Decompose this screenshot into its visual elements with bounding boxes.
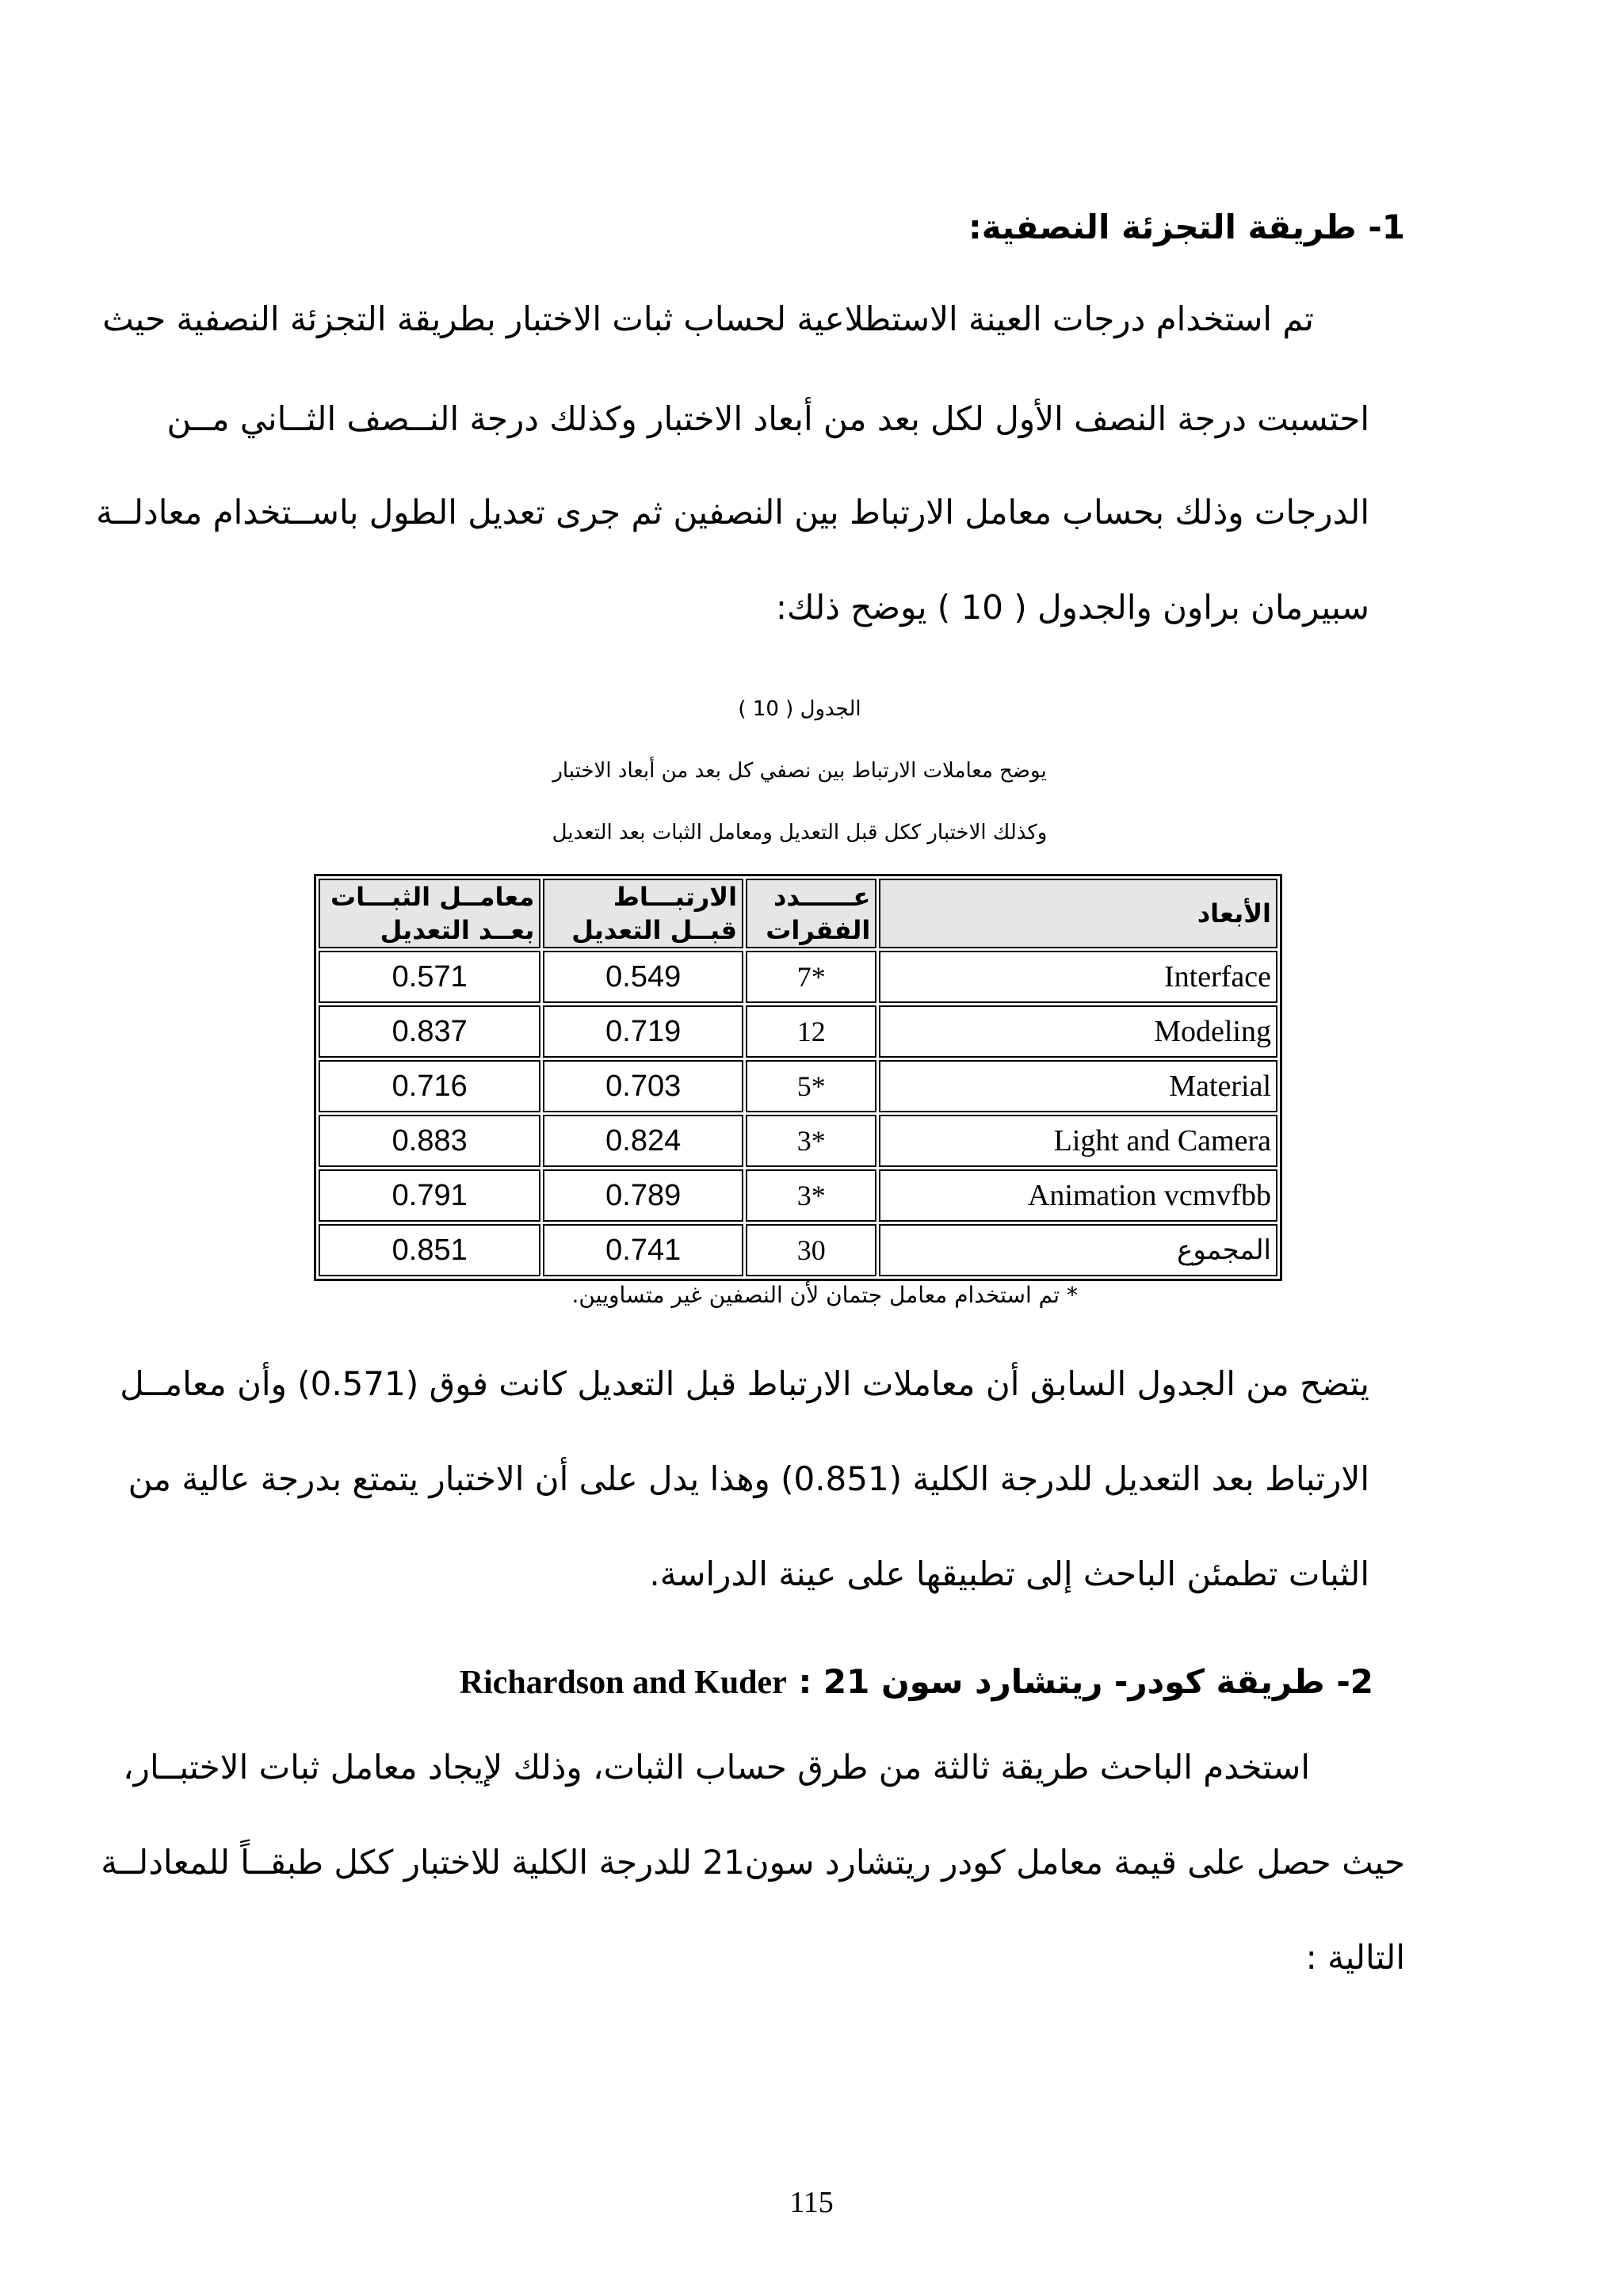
table-caption-title: الجدول ( 10 ) (738, 697, 861, 721)
table-caption-line: وكذلك الاختبار ككل قبل التعديل ومعامل الثبات بعد التعديل (552, 821, 1048, 845)
table-row (319, 1169, 1277, 1222)
section-2-heading (460, 1662, 1373, 1702)
cell-before: 0.703 (543, 1060, 743, 1112)
cell-count: *3 (746, 1169, 876, 1222)
paragraph-line: احتسبت درجة النصف الأول لكل بعد من أبعاد الاختبار وكذلك درجة النــصف الثــاني مــن (166, 399, 1369, 438)
cell-after: 0.837 (319, 1005, 540, 1058)
cell-count: 30 (746, 1224, 876, 1276)
cell-before: 0.789 (543, 1169, 743, 1222)
paragraph-line: الارتباط بعد التعديل للدرجة الكلية (0.851) وهذا يدل على أن الاختبار يتمتع بدرجة عالية من (128, 1459, 1369, 1498)
cell-before: 0.824 (543, 1115, 743, 1167)
paragraph-line: حيث حصل على قيمة معامل كودر ريتشارد سون21 للدرجة الكلية للاختبار ككل طبقــاً للمعادلــة (101, 1843, 1405, 1882)
cell-after: 0.883 (319, 1115, 540, 1167)
page-number: 115 (789, 2186, 834, 2219)
cell-dimension: Light and Camera (879, 1115, 1277, 1167)
header-correlation-before: الارتبـــاط قبــل التعديل (543, 879, 743, 948)
paragraph-line: الدرجات وذلك بحساب معامل الارتباط بين النصفين ثم جرى تعديل الطول باســتخدام معادلــة (96, 493, 1369, 532)
cell-before: 0.741 (543, 1224, 743, 1276)
header-dimensions: الأبعاد (879, 879, 1277, 948)
cell-after: 0.791 (319, 1169, 540, 1222)
cell-dimension: Animation vcmvfbb (879, 1169, 1277, 1222)
cell-before: 0.549 (543, 951, 743, 1003)
paragraph-line: يتضح من الجدول السابق أن معاملات الارتباط قبل التعديل كانت فوق (0.571) وأن معامــل (120, 1364, 1369, 1403)
table-caption-line: يوضح معاملات الارتباط بين نصفي كل بعد من أبعاد الاختبار (552, 759, 1047, 783)
paragraph-line: استخدم الباحث طريقة ثالثة من طرق حساب الثبات، وذلك لإيجاد معامل ثبات الاختبــار، (123, 1748, 1310, 1787)
section-2-heading-english: Richardson and Kuder (459, 1665, 787, 1701)
table-row-total (319, 1224, 1277, 1276)
paragraph-line: سبيرمان براون والجدول ( 10 ) يوضح ذلك: (775, 588, 1369, 627)
section-1-heading: 1- طريقة التجزئة النصفية: (968, 208, 1405, 246)
table-footnote: * تم استخدام معامل جتمان لأن النصفين غير متساويين. (571, 1282, 1078, 1308)
cell-dimension: Modeling (879, 1005, 1277, 1058)
cell-dimension: Interface (879, 951, 1277, 1003)
cell-dimension: Material (879, 1060, 1277, 1112)
header-item-count: عــــــدد الفقرات (746, 879, 876, 948)
paragraph-line: التالية : (1305, 1938, 1405, 1977)
table-row (319, 1005, 1277, 1058)
reliability-table (314, 874, 1282, 1281)
section-2-heading-arabic: 2- طريقة كودر- ريتشارد سون 21 : (798, 1662, 1373, 1701)
cell-dimension-total: المجموع (879, 1224, 1277, 1276)
cell-after: 0.716 (319, 1060, 540, 1112)
cell-after: 0.851 (319, 1224, 540, 1276)
cell-before: 0.719 (543, 1005, 743, 1058)
table-header-row (319, 879, 1277, 948)
cell-count: 12 (746, 1005, 876, 1058)
header-reliability-after: معامــل الثبـــات بعــد التعديل (319, 879, 540, 948)
cell-after: 0.571 (319, 951, 540, 1003)
cell-count: *5 (746, 1060, 876, 1112)
cell-count: *3 (746, 1115, 876, 1167)
paragraph-line: الثبات تطمئن الباحث إلى تطبيقها على عينة الدراسة. (649, 1554, 1369, 1593)
table-row (319, 1060, 1277, 1112)
table-row (319, 1115, 1277, 1167)
cell-count: *7 (746, 951, 876, 1003)
paragraph-line: تم استخدام درجات العينة الاستطلاعية لحساب ثبات الاختبار بطريقة التجزئة النصفية حيث (102, 299, 1314, 338)
table-row (319, 951, 1277, 1003)
